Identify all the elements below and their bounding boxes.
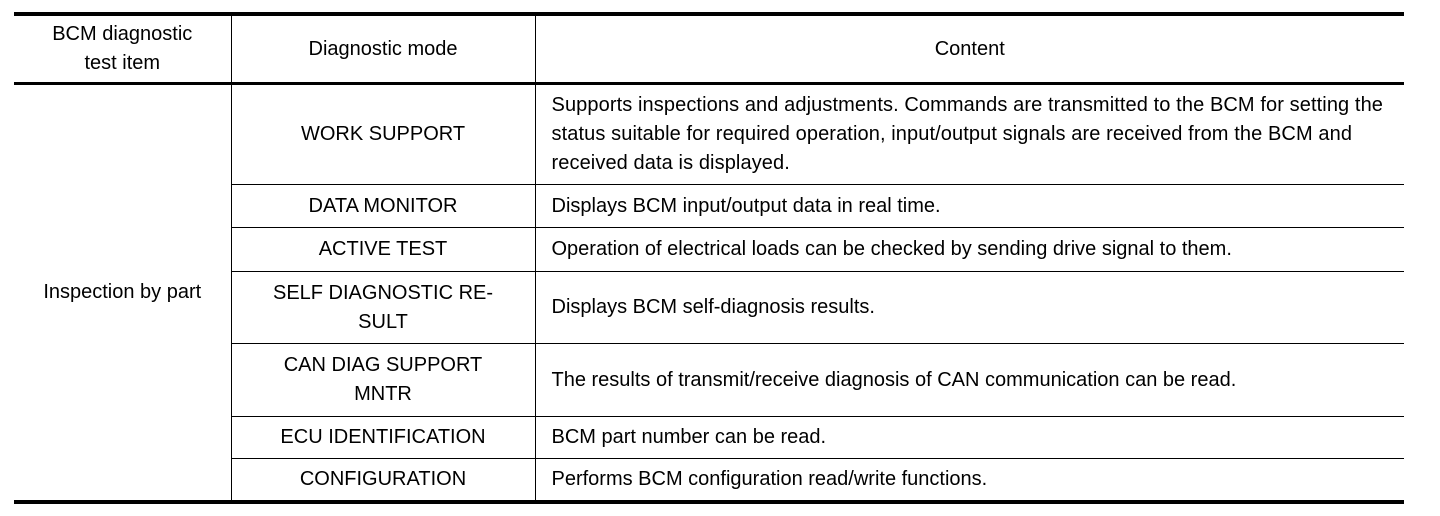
bcm-diagnostic-table xyxy=(14,12,1404,504)
group-label-inspection-by-part: Inspection by part xyxy=(14,84,231,503)
mode-cell: CAN DIAG SUPPORT MNTR xyxy=(231,344,535,417)
mode-cell: ECU IDENTIFICATION xyxy=(231,417,535,459)
mode-cell: ACTIVE TEST xyxy=(231,228,535,272)
content-cell: Operation of electrical loads can be checked by sending drive signal to them. xyxy=(535,228,1404,272)
table-body xyxy=(14,84,1404,503)
header-row xyxy=(14,14,1404,84)
mode-cell: WORK SUPPORT xyxy=(231,84,535,185)
header-test-item: BCM diagnostic test item xyxy=(14,14,231,84)
header-diagnostic-mode: Diagnostic mode xyxy=(231,14,535,84)
content-cell: Displays BCM input/output data in real time. xyxy=(535,185,1404,228)
mode-cell: SELF DIAGNOSTIC RE- SULT xyxy=(231,272,535,344)
diagnostic-table-container xyxy=(14,12,1404,504)
table-header xyxy=(14,14,1404,84)
mode-cell: DATA MONITOR xyxy=(231,185,535,228)
table-row xyxy=(14,84,1404,185)
content-cell: Supports inspections and adjustments. Commands are transmitted to the BCM for setting the status suitable for required operation, input/output signals are received from the BCM and received data is displayed. xyxy=(535,84,1404,185)
content-cell: The results of transmit/receive diagnosis of CAN communication can be read. xyxy=(535,344,1404,417)
header-content: Content xyxy=(934,37,1005,60)
content-cell: BCM part number can be read. xyxy=(535,417,1404,459)
content-cell: Performs BCM configuration read/write functions. xyxy=(535,459,1404,503)
content-cell: Displays BCM self-diagnosis results. xyxy=(535,272,1404,344)
mode-cell: CONFIGURATION xyxy=(231,459,535,503)
